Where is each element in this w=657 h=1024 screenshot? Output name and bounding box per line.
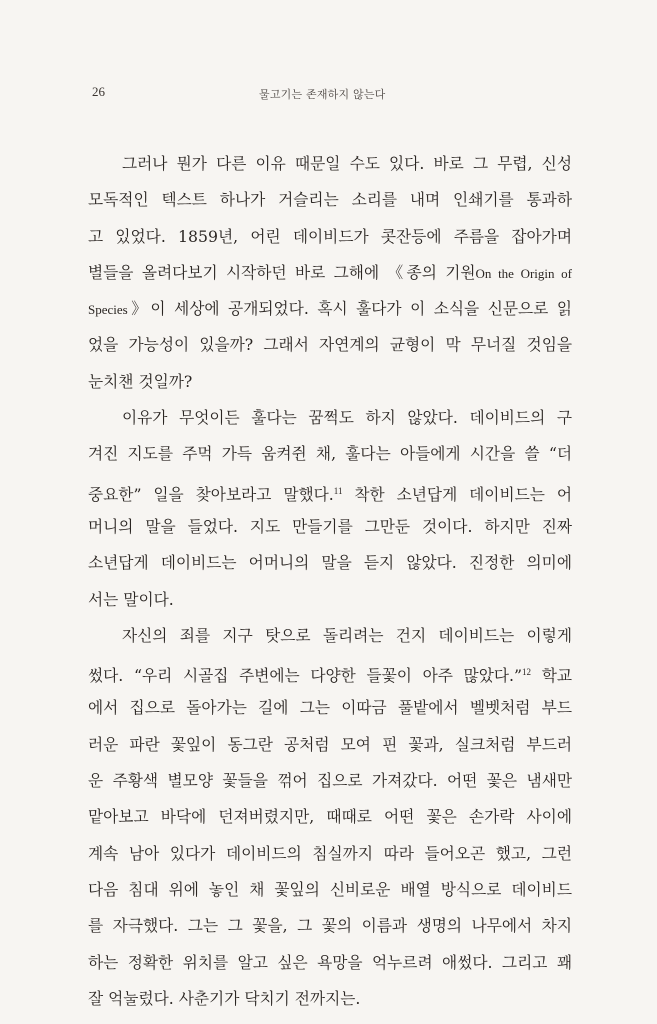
text-line bbox=[88, 727, 572, 763]
text-line bbox=[88, 618, 572, 654]
text-line bbox=[88, 327, 572, 363]
line-text-after: 학교 bbox=[531, 666, 572, 686]
body-text bbox=[88, 146, 572, 1017]
footnote-marker: 12 bbox=[522, 667, 532, 678]
line-text: 맡아보고 바닥에 던져버렸지만, 때때로 어떤 꽃은 손가락 사이에 bbox=[88, 807, 572, 827]
text-line bbox=[88, 400, 572, 436]
line-text: 자신의 죄를 지구 탓으로 돌리려는 건지 데이비드는 이렇게 bbox=[122, 625, 572, 645]
text-line bbox=[88, 981, 572, 1017]
text-line bbox=[88, 690, 572, 726]
latin-title: On the Origin of bbox=[475, 265, 572, 281]
text-line bbox=[88, 545, 572, 581]
line-text: 이유가 무엇이든 훌다는 꿈쩍도 하지 않았다. 데이비드의 구 bbox=[122, 408, 572, 428]
line-text: 러운 파란 꽃잎이 동그란 공처럼 모여 핀 꽃과, 실크처럼 부드러 bbox=[88, 734, 572, 754]
text-line bbox=[88, 872, 572, 908]
text-line bbox=[88, 582, 572, 618]
text-line bbox=[88, 182, 572, 218]
text-line bbox=[88, 509, 572, 545]
text-line bbox=[88, 219, 572, 255]
line-text: 계속 남아 있다가 데이비드의 침실까지 따라 들어오곤 했고, 그런 bbox=[88, 843, 572, 863]
line-text: 소년답게 데이비드는 어머니의 말을 듣지 않았다. 진정한 의미에 bbox=[88, 553, 572, 573]
line-text: 고 있었다. 1859년, 어린 데이비드가 콧잔등에 주름을 잡아가며 bbox=[88, 226, 572, 246]
text-line bbox=[88, 763, 572, 799]
line-text: 서는 말이다. bbox=[88, 589, 174, 609]
text-line bbox=[88, 364, 572, 400]
latin-title: Species bbox=[88, 302, 128, 318]
text-line bbox=[88, 291, 572, 327]
line-text: 머니의 말을 들었다. 지도 만들기를 그만둔 것이다. 하지만 진짜 bbox=[88, 516, 572, 536]
line-text: 그러나 뭔가 다른 이유 때문일 수도 있다. 바로 그 무렵, 신성 bbox=[122, 154, 572, 173]
footnote-marker: 11 bbox=[333, 485, 343, 496]
line-text: 모독적인 텍스트 하나가 거슬리는 소리를 내며 인쇄기를 통과하 bbox=[88, 190, 572, 210]
line-text: 겨진 지도를 주먹 가득 움켜쥔 채, 훌다는 아들에게 시간을 쓸 “더 bbox=[88, 444, 572, 464]
line-text: 에서 집으로 돌아가는 길에 그는 이따금 풀밭에서 벨벳처럼 부드 bbox=[88, 698, 572, 718]
line-text: 잘 억눌렀다. 사춘기가 닥치기 전까지는. bbox=[88, 988, 361, 1008]
text-line bbox=[88, 799, 572, 835]
text-line bbox=[88, 836, 572, 872]
line-text: 눈치챈 것일까? bbox=[88, 371, 193, 391]
text-line bbox=[88, 654, 572, 690]
text-line bbox=[88, 908, 572, 944]
page-number: 26 bbox=[92, 84, 105, 99]
text-line bbox=[88, 945, 572, 981]
line-text: 중요한” 일을 찾아보라고 말했다. bbox=[88, 484, 334, 504]
text-line bbox=[88, 436, 572, 472]
line-text: 다음 침대 위에 놓인 채 꽃잎의 신비로운 배열 방식으로 데이비드 bbox=[88, 879, 572, 899]
line-text: 를 자극했다. 그는 그 꽃을, 그 꽃의 이름과 생명의 나무에서 차지 bbox=[88, 916, 572, 936]
line-text: 었을 가능성이 있을까? 그래서 자연계의 균형이 막 무너질 것임을 bbox=[88, 335, 572, 355]
text-line bbox=[88, 473, 572, 509]
text-line bbox=[88, 146, 572, 182]
line-text: 》이 세상에 공개되었다. 혹시 훌다가 이 소식을 신문으로 읽 bbox=[127, 299, 572, 319]
running-title: 물고기는 존재하지 않는다 bbox=[259, 88, 386, 101]
line-text: 썼다. “우리 시골집 주변에는 다양한 들꽃이 아주 많았다.” bbox=[88, 666, 523, 686]
text-line bbox=[88, 255, 572, 291]
line-text-after: 착한 소년답게 데이비드는 어 bbox=[342, 484, 572, 504]
line-text: 별들을 올려다보기 시작하던 바로 그해에 《종의 기원 bbox=[88, 262, 476, 282]
line-text: 운 주황색 별모양 꽃들을 꺾어 집으로 가져갔다. 어떤 꽃은 냄새만 bbox=[88, 771, 572, 791]
line-text: 하는 정확한 위치를 알고 싶은 욕망을 억누르려 애썼다. 그리고 꽤 bbox=[88, 952, 572, 972]
